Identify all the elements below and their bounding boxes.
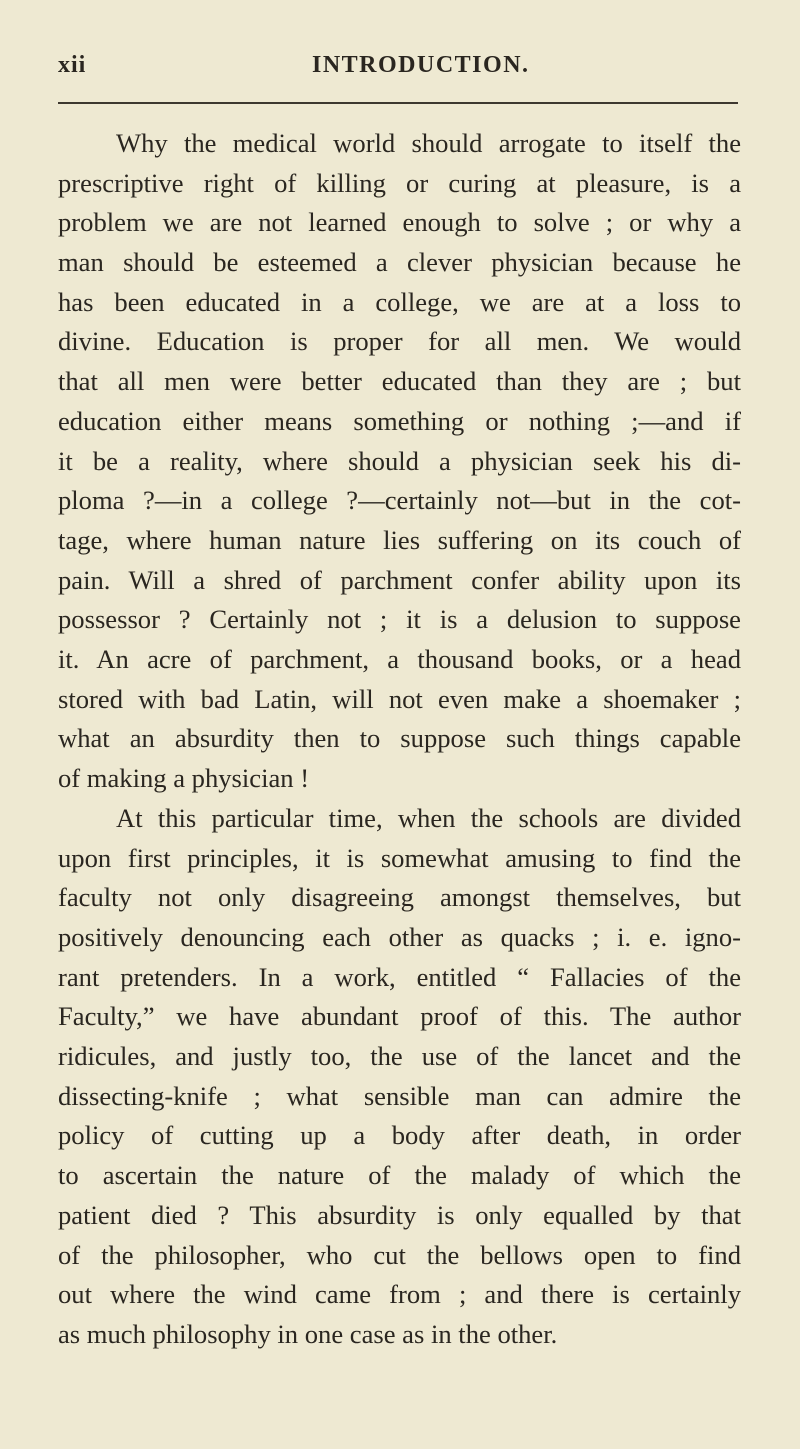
text-line: tage, where human nature lies suffering on its couch of bbox=[58, 525, 741, 555]
text-line: possessor ? Certainly not ; it is a delusion to suppose bbox=[58, 604, 741, 634]
text-line: positively denouncing each other as quacks ; i. e. igno- bbox=[58, 922, 741, 952]
text-line: At this particular time, when the schools are divided bbox=[116, 803, 741, 833]
running-head bbox=[0, 48, 800, 88]
text-line: pain. Will a shred of parchment confer ability upon its bbox=[58, 565, 741, 595]
text-line: out where the wind came from ; and there is certainly bbox=[58, 1279, 741, 1309]
text-line: Faculty,” we have abundant proof of this. The author bbox=[58, 1001, 741, 1031]
text-line: patient died ? This absurdity is only equalled by that bbox=[58, 1200, 741, 1230]
text-line: prescriptive right of killing or curing at pleasure, is a bbox=[58, 168, 741, 198]
text-line: what an absurdity then to suppose such things capable bbox=[58, 723, 741, 753]
text-line: upon first principles, it is somewhat amusing to find the bbox=[58, 843, 741, 873]
text-line: ridicules, and justly too, the use of the lancet and the bbox=[58, 1041, 741, 1071]
text-line: it be a reality, where should a physician seek his di- bbox=[58, 446, 741, 476]
text-line: problem we are not learned enough to solve ; or why a bbox=[58, 207, 741, 237]
header-rule bbox=[58, 102, 738, 104]
text-line: that all men were better educated than they are ; but bbox=[58, 366, 741, 396]
text-line: Why the medical world should arrogate to itself the bbox=[116, 128, 741, 158]
running-title: INTRODUCTION. bbox=[312, 52, 530, 78]
text-line: to ascertain the nature of the malady of which the bbox=[58, 1160, 741, 1190]
text-line: education either means something or nothing ;—and if bbox=[58, 406, 741, 436]
text-line: of the philosopher, who cut the bellows open to find bbox=[58, 1240, 741, 1270]
text-line: it. An acre of parchment, a thousand books, or a head bbox=[58, 644, 741, 674]
text-line: policy of cutting up a body after death, in order bbox=[58, 1120, 741, 1150]
text-line: rant pretenders. In a work, entitled “ Fallacies of the bbox=[58, 962, 741, 992]
text-line: divine. Education is proper for all men. We would bbox=[58, 326, 741, 356]
text-line: stored with bad Latin, will not even make a shoemaker ; bbox=[58, 684, 741, 714]
text-line: of making a physician ! bbox=[58, 763, 310, 793]
text-line: dissecting-knife ; what sensible man can admire the bbox=[58, 1081, 741, 1111]
text-line: faculty not only disagreeing amongst themselves, but bbox=[58, 882, 741, 912]
text-line: as much philosophy in one case as in the other. bbox=[58, 1319, 558, 1349]
text-line: has been educated in a college, we are at a loss to bbox=[58, 287, 741, 317]
text-line: man should be esteemed a clever physician because he bbox=[58, 247, 741, 277]
text-line: ploma ?—in a college ?—certainly not—but in the cot- bbox=[58, 485, 741, 515]
page-number: xii bbox=[58, 52, 87, 78]
